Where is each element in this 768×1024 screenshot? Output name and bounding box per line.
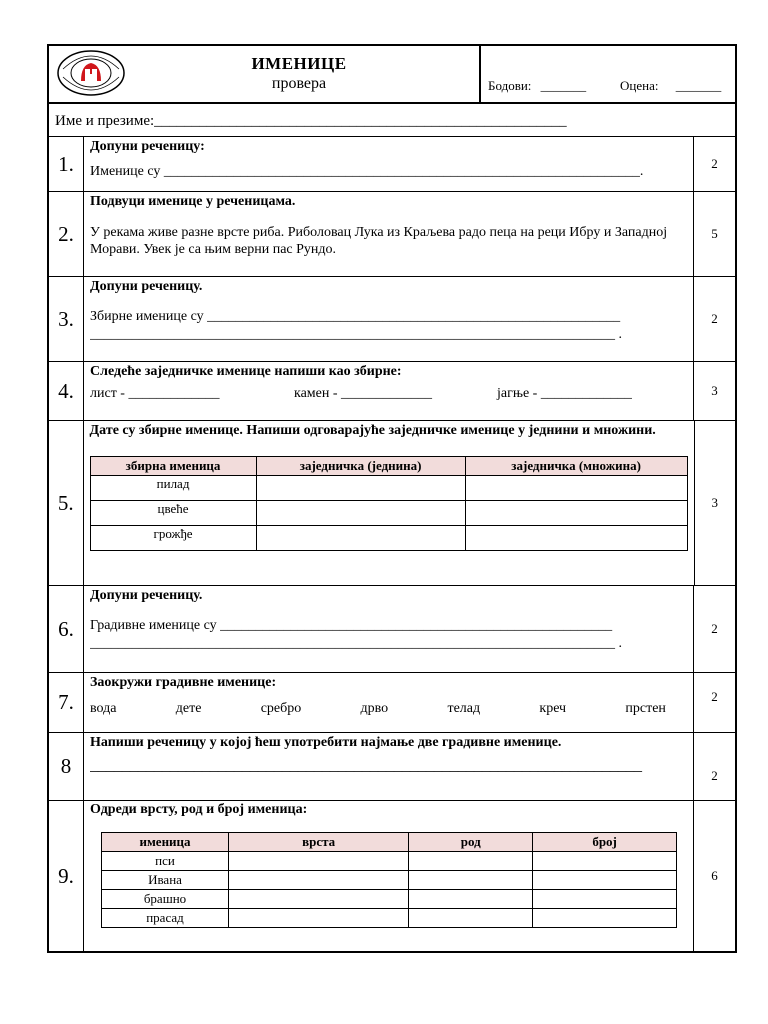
question-title: Напиши реченицу у којој ћеш употребити најмање две градивне именице.: [90, 735, 562, 750]
question-number: 9.: [49, 801, 84, 951]
table-cell: Ивана: [102, 871, 229, 890]
answer-line[interactable]: ___________________________________________________________________________ .: [90, 636, 622, 651]
question-title: Заокружи градивне именице:: [90, 675, 277, 690]
header-left: [49, 46, 481, 102]
answer-cell[interactable]: [409, 890, 533, 909]
answer-cell[interactable]: [229, 852, 409, 871]
worksheet: [47, 44, 737, 953]
table-cell: пси: [102, 852, 229, 871]
question-number: 3.: [49, 277, 84, 361]
question-points: 5: [711, 226, 718, 241]
question-number: 6.: [49, 586, 84, 672]
question-points: 2: [711, 156, 718, 171]
grade-label: Оцена:: [620, 78, 659, 93]
collective-item[interactable]: јагње - _____________: [497, 386, 632, 401]
question-row: [47, 673, 737, 733]
table-row: [102, 909, 677, 928]
grade-field[interactable]: [620, 78, 721, 94]
question-row: [47, 137, 737, 192]
header-right: [481, 46, 735, 102]
question-title: Подвуци именице у реченицама.: [90, 194, 296, 209]
question-number: 2.: [49, 192, 84, 276]
word-option[interactable]: прстен: [625, 701, 666, 716]
table-row: [90, 501, 687, 526]
answer-cell[interactable]: [256, 476, 465, 501]
answer-cell[interactable]: [533, 871, 677, 890]
table-header: род: [409, 833, 533, 852]
question-title: Следеће заједничке именице напиши као збирне:: [90, 364, 402, 379]
table-cell: прасад: [102, 909, 229, 928]
question-text[interactable]: У рекама живе разне врсте риба. Риболовац Лука из Краљева радо пеца на реци Ибру и Западној Морави. Увек је са њим верни пас Рундо.: [90, 225, 668, 257]
word-option[interactable]: телад: [447, 701, 481, 716]
header: [47, 44, 737, 102]
question-points: 3: [711, 383, 718, 398]
table-row: [102, 890, 677, 909]
answer-cell[interactable]: [409, 909, 533, 928]
answer-cell[interactable]: [256, 501, 465, 526]
table-header: збирна именица: [90, 457, 256, 476]
question-title: Допуни реченицу:: [90, 139, 205, 154]
answer-cell[interactable]: [465, 476, 687, 501]
question-row: [47, 362, 737, 421]
question-title: Дате су збирне именице. Напиши одговарајуће заједничке именице у једнини и множини.: [89, 423, 656, 438]
table-row: [90, 526, 687, 551]
name-field[interactable]: Име и презиме:_______________________________________________________: [47, 102, 737, 137]
page-subtitle: провера: [271, 75, 327, 92]
table-cell: брашно: [102, 890, 229, 909]
answer-cell[interactable]: [533, 909, 677, 928]
word-option[interactable]: дрво: [360, 701, 389, 716]
word-option[interactable]: сребро: [260, 701, 302, 716]
answer-line[interactable]: ___________________________________________________________________________ .: [90, 327, 622, 342]
answer-line[interactable]: Збирне именице су ___________________________________________________________: [90, 309, 621, 324]
page-title: ИМЕНИЦЕ: [251, 54, 347, 73]
question-row: [47, 733, 737, 801]
answer-cell[interactable]: [533, 852, 677, 871]
score-blank: _______: [540, 78, 587, 93]
table-cell: пилад: [90, 476, 256, 501]
question-points: 2: [711, 768, 718, 783]
collective-item[interactable]: лист - _____________: [90, 386, 220, 401]
question-points: 2: [711, 311, 718, 326]
collective-item[interactable]: камен - _____________: [294, 386, 433, 401]
question-points: 6: [711, 868, 718, 883]
table-cell: грожђе: [90, 526, 256, 551]
answer-cell[interactable]: [229, 909, 409, 928]
table-header: именица: [102, 833, 229, 852]
table-header: заједничка (множина): [465, 457, 687, 476]
word-list: [90, 701, 666, 717]
answer-line[interactable]: Градивне именице су ________________________________________________________: [90, 618, 613, 633]
question-title: Допуни реченицу.: [90, 588, 203, 603]
question-points: 2: [711, 689, 718, 704]
question-body: [84, 192, 694, 276]
answer-cell[interactable]: [409, 871, 533, 890]
table-row: [102, 871, 677, 890]
question-body: [84, 733, 694, 800]
question-number: 8: [49, 733, 84, 800]
answer-cell[interactable]: [409, 852, 533, 871]
question-row: [47, 192, 737, 277]
question-body: [84, 421, 695, 585]
answer-cell[interactable]: [465, 501, 687, 526]
table-row: [102, 852, 677, 871]
word-option[interactable]: дете: [175, 701, 202, 716]
word-option[interactable]: креч: [539, 701, 567, 716]
answer-cell[interactable]: [229, 890, 409, 909]
question-points: 2: [711, 621, 718, 636]
answer-line[interactable]: _____________________________________________________________________: [90, 757, 642, 774]
answer-cell[interactable]: [256, 526, 465, 551]
grade-blank: _______: [675, 78, 722, 93]
question-number: 7.: [49, 673, 84, 732]
table-header: врста: [229, 833, 409, 852]
table-row: [90, 476, 687, 501]
score-label: Бодови:: [488, 78, 532, 93]
table-cell: цвеће: [90, 501, 256, 526]
word-option[interactable]: вода: [90, 701, 117, 716]
table-header: број: [533, 833, 677, 852]
question-body: [84, 673, 694, 732]
question-number: 1.: [49, 137, 84, 191]
question-points: 3: [711, 495, 719, 510]
question-row: [47, 421, 737, 586]
collective-table: [90, 456, 688, 551]
question-body: [84, 362, 694, 420]
question-body: [84, 586, 694, 672]
question-body: [84, 277, 694, 361]
score-field[interactable]: [488, 78, 586, 94]
question-body: [84, 801, 694, 951]
question-row: [47, 801, 737, 953]
question-number: 5.: [49, 421, 84, 585]
school-logo-icon: [55, 49, 127, 97]
answer-line[interactable]: Именице су ____________________________________________________________________.: [90, 164, 644, 179]
answer-cell[interactable]: [533, 890, 677, 909]
question-row: [47, 277, 737, 362]
question-title: Допуни реченицу.: [90, 279, 203, 294]
question-row: [47, 586, 737, 673]
table-header: заједничка (једнина): [256, 457, 465, 476]
answer-cell[interactable]: [465, 526, 687, 551]
noun-analysis-table: [101, 832, 677, 928]
question-number: 4.: [49, 362, 84, 420]
answer-cell[interactable]: [229, 871, 409, 890]
question-body: [84, 137, 694, 191]
question-title: Одреди врсту, род и број именица:: [90, 802, 308, 817]
